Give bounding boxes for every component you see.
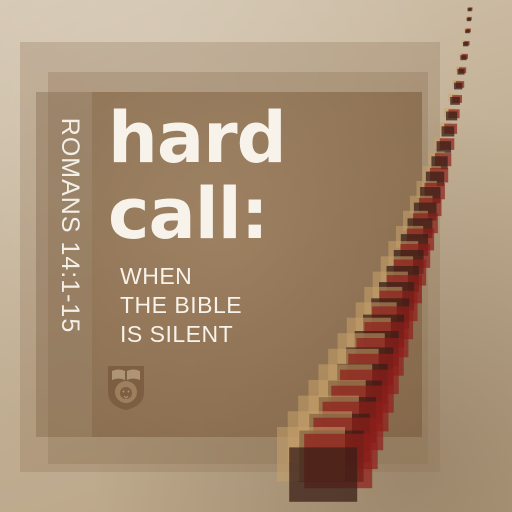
verse-reference: ROMANS 14:1-15 [56, 117, 85, 333]
step-square [446, 112, 457, 121]
title [108, 97, 286, 255]
step-square-group [466, 17, 472, 22]
subtitle-line-3: IS SILENT [120, 321, 234, 347]
step-square-group [464, 28, 471, 33]
step-square [468, 8, 472, 11]
step-square-group [459, 53, 468, 60]
subtitle [120, 262, 242, 349]
step-square [463, 42, 468, 46]
step-square-group [453, 80, 465, 89]
step-square [457, 69, 464, 75]
step-square-group [462, 40, 470, 46]
step-square [465, 30, 470, 34]
step-square [442, 126, 455, 136]
step-square [460, 55, 466, 60]
step-square [289, 447, 357, 501]
subtitle-line-2: THE BIBLE [120, 292, 243, 318]
title-line-1: hard [108, 97, 286, 179]
step-square-group [444, 108, 460, 120]
step-square-group [467, 7, 473, 11]
title-line-2: call: [108, 173, 268, 255]
lion-book-crest-icon [104, 362, 148, 412]
step-square-group [456, 67, 466, 75]
step-square [454, 83, 462, 90]
step-square [437, 141, 452, 153]
step-square-group [434, 137, 454, 153]
step-square-group [277, 427, 372, 502]
subtitle-line-1: WHEN [120, 263, 193, 289]
step-square [467, 18, 471, 21]
step-square [450, 97, 460, 105]
step-square-group [448, 94, 462, 105]
step-square-group [439, 122, 457, 136]
